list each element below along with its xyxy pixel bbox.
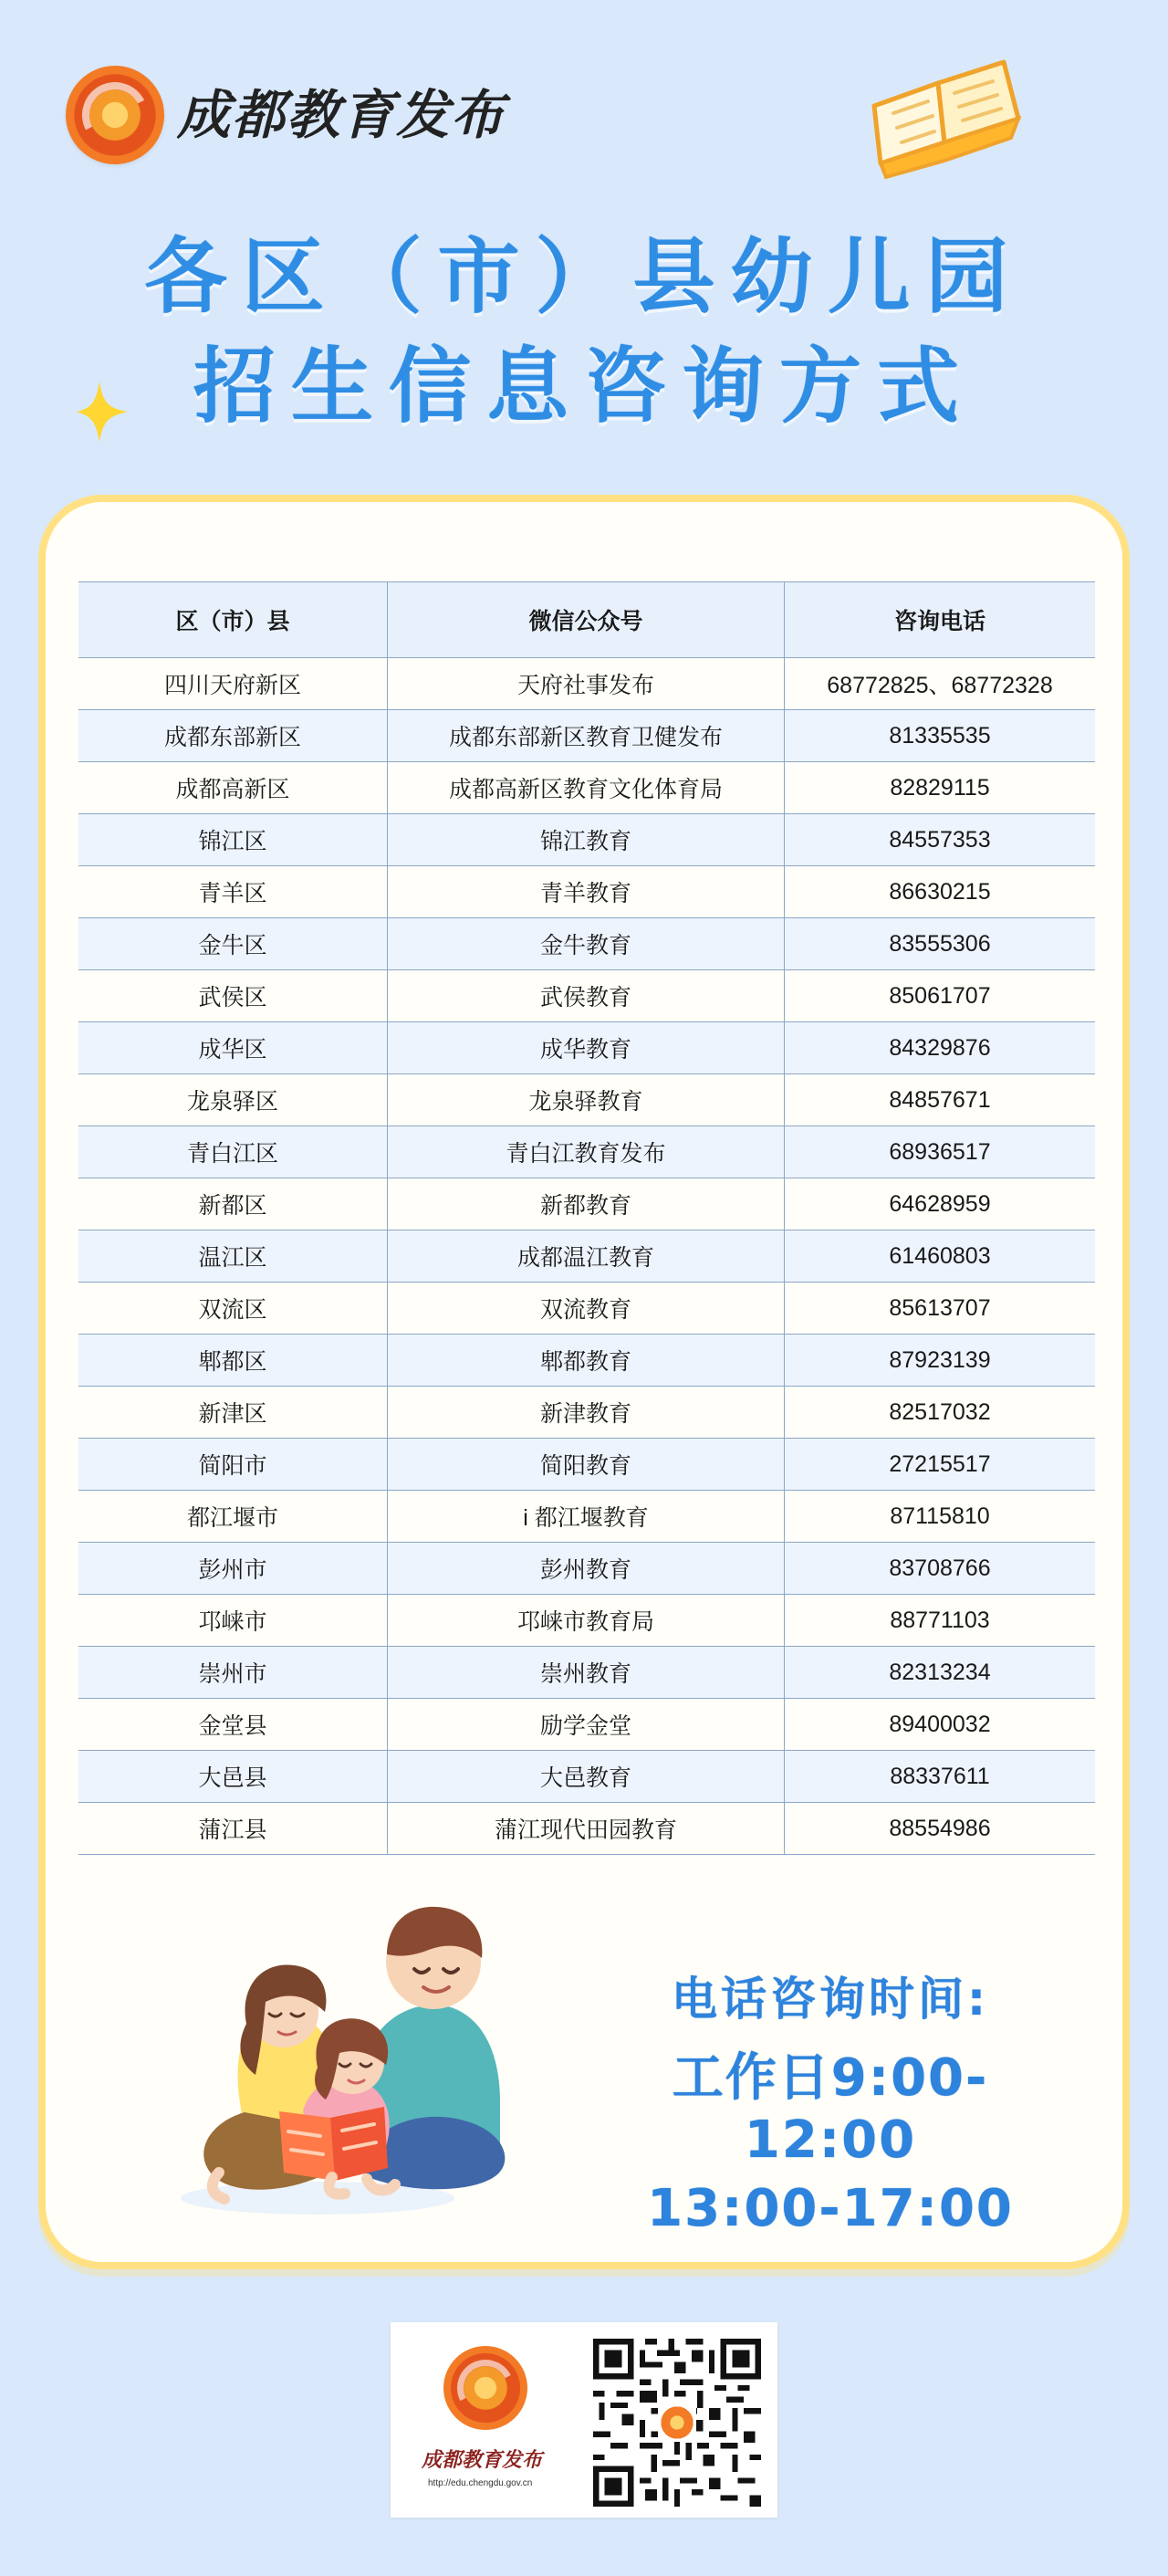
district-cell: 都江堰市 bbox=[78, 1491, 388, 1543]
phone-cell: 87115810 bbox=[785, 1491, 1096, 1543]
page-header bbox=[0, 0, 1168, 475]
phone-cell: 64628959 bbox=[785, 1178, 1096, 1230]
phone-cell: 82313234 bbox=[785, 1647, 1096, 1699]
page-title-line-1: 各区（市）县幼儿园 bbox=[144, 229, 1024, 325]
wechat-account-cell: 青羊教育 bbox=[388, 866, 785, 918]
wechat-account-cell: 新津教育 bbox=[388, 1387, 785, 1439]
phone-cell: 81335535 bbox=[785, 710, 1096, 762]
district-cell: 成都东部新区 bbox=[78, 710, 388, 762]
table-row bbox=[78, 1699, 1095, 1751]
table-row bbox=[78, 1491, 1095, 1543]
consultation-hours bbox=[593, 1963, 1068, 2238]
district-cell: 蒲江县 bbox=[78, 1803, 388, 1855]
wechat-account-cell: 锦江教育 bbox=[388, 814, 785, 866]
table-row bbox=[78, 1074, 1095, 1126]
open-book-icon bbox=[858, 53, 1031, 181]
district-cell: 邛崃市 bbox=[78, 1595, 388, 1647]
district-cell: 彭州市 bbox=[78, 1543, 388, 1595]
wechat-account-cell: 青白江教育发布 bbox=[388, 1126, 785, 1178]
footer-brand-name: 成都教育发布 bbox=[422, 2449, 543, 2472]
phone-cell: 85613707 bbox=[785, 1283, 1096, 1335]
district-cell: 金堂县 bbox=[78, 1699, 388, 1751]
wechat-account-cell: 天府社事发布 bbox=[388, 658, 785, 710]
contact-table bbox=[78, 581, 1095, 1855]
phone-cell: 85061707 bbox=[785, 970, 1096, 1022]
table-row bbox=[78, 1543, 1095, 1595]
table-row bbox=[78, 1751, 1095, 1803]
table-row bbox=[78, 970, 1095, 1022]
brand-logo bbox=[66, 66, 506, 164]
district-cell: 成都高新区 bbox=[78, 762, 388, 814]
phone-cell: 83708766 bbox=[785, 1543, 1096, 1595]
district-cell: 四川天府新区 bbox=[78, 658, 388, 710]
wechat-account-cell: 成都高新区教育文化体育局 bbox=[388, 762, 785, 814]
wechat-account-cell: 大邑教育 bbox=[388, 1751, 785, 1803]
wechat-account-cell: 成华教育 bbox=[388, 1022, 785, 1074]
phone-cell: 83555306 bbox=[785, 918, 1096, 970]
table-row bbox=[78, 1022, 1095, 1074]
consultation-hours-title: 电话咨询时间: bbox=[672, 1973, 989, 2026]
wechat-account-cell: 简阳教育 bbox=[388, 1439, 785, 1491]
phone-cell: 68936517 bbox=[785, 1126, 1096, 1178]
district-cell: 温江区 bbox=[78, 1230, 388, 1283]
district-cell: 郫都区 bbox=[78, 1335, 388, 1387]
qr-footer-card bbox=[391, 2322, 777, 2518]
table-row bbox=[78, 1283, 1095, 1335]
district-cell: 大邑县 bbox=[78, 1751, 388, 1803]
workday-hours: 工作日9:00-12:00 bbox=[672, 2048, 989, 2170]
phone-cell: 27215517 bbox=[785, 1439, 1096, 1491]
phone-cell: 87923139 bbox=[785, 1335, 1096, 1387]
brand-sun-icon bbox=[66, 66, 164, 164]
afternoon-hours: 13:00-17:00 bbox=[647, 2179, 1014, 2238]
phone-cell: 88771103 bbox=[785, 1595, 1096, 1647]
info-card bbox=[38, 495, 1130, 2269]
phone-cell: 82829115 bbox=[785, 762, 1096, 814]
wechat-account-cell: 新都教育 bbox=[388, 1178, 785, 1230]
table-row bbox=[78, 1647, 1095, 1699]
table-row bbox=[78, 1595, 1095, 1647]
wechat-account-cell: 励学金堂 bbox=[388, 1699, 785, 1751]
district-cell: 崇州市 bbox=[78, 1647, 388, 1699]
phone-cell: 88554986 bbox=[785, 1803, 1096, 1855]
table-row bbox=[78, 1387, 1095, 1439]
phone-cell: 68772825、68772328 bbox=[785, 658, 1096, 710]
sparkle-icon bbox=[75, 380, 130, 444]
footer-brand-sun-icon bbox=[443, 2346, 527, 2430]
qr-code-image bbox=[593, 2339, 761, 2507]
district-cell: 成华区 bbox=[78, 1022, 388, 1074]
footer-url: http://edu.chengdu.gov.cn bbox=[428, 2478, 533, 2488]
wechat-account-cell: 双流教育 bbox=[388, 1283, 785, 1335]
wechat-account-cell: 崇州教育 bbox=[388, 1647, 785, 1699]
district-header: 区（市）县 bbox=[78, 582, 388, 658]
family-reading-illustration bbox=[172, 1886, 555, 2228]
table-header-row bbox=[78, 582, 1095, 658]
wechat-account-cell: 蒲江现代田园教育 bbox=[388, 1803, 785, 1855]
district-cell: 武侯区 bbox=[78, 970, 388, 1022]
wechat-account-cell: 成都东部新区教育卫健发布 bbox=[388, 710, 785, 762]
table-row bbox=[78, 710, 1095, 762]
contact-table-wrap bbox=[78, 581, 1095, 1855]
phone-cell: 84857671 bbox=[785, 1074, 1096, 1126]
table-row bbox=[78, 762, 1095, 814]
table-row bbox=[78, 918, 1095, 970]
district-cell: 新津区 bbox=[78, 1387, 388, 1439]
wechat-account-cell: 彭州教育 bbox=[388, 1543, 785, 1595]
district-cell: 青白江区 bbox=[78, 1126, 388, 1178]
table-row bbox=[78, 1335, 1095, 1387]
district-cell: 双流区 bbox=[78, 1283, 388, 1335]
table-row bbox=[78, 1126, 1095, 1178]
wechat-account-cell: 龙泉驿教育 bbox=[388, 1074, 785, 1126]
phone-cell: 84557353 bbox=[785, 814, 1096, 866]
wechat-account-cell: 成都温江教育 bbox=[388, 1230, 785, 1283]
wechat-account-cell: 金牛教育 bbox=[388, 918, 785, 970]
page-title-line-2: 招生信息咨询方式 bbox=[193, 339, 975, 435]
wechat-account-cell: 邛崃市教育局 bbox=[388, 1595, 785, 1647]
phone-header: 咨询电话 bbox=[785, 582, 1096, 658]
district-cell: 新都区 bbox=[78, 1178, 388, 1230]
table-row bbox=[78, 814, 1095, 866]
district-cell: 青羊区 bbox=[78, 866, 388, 918]
table-row bbox=[78, 1439, 1095, 1491]
phone-cell: 84329876 bbox=[785, 1022, 1096, 1074]
phone-cell: 89400032 bbox=[785, 1699, 1096, 1751]
district-cell: 龙泉驿区 bbox=[78, 1074, 388, 1126]
table-body bbox=[78, 658, 1095, 1855]
wechat-account-cell: 郫都教育 bbox=[388, 1335, 785, 1387]
table-row bbox=[78, 866, 1095, 918]
wechat-account-cell: 武侯教育 bbox=[388, 970, 785, 1022]
table-row bbox=[78, 1803, 1095, 1855]
phone-cell: 86630215 bbox=[785, 866, 1096, 918]
district-cell: 简阳市 bbox=[78, 1439, 388, 1491]
district-cell: 金牛区 bbox=[78, 918, 388, 970]
phone-cell: 82517032 bbox=[785, 1387, 1096, 1439]
table-row bbox=[78, 658, 1095, 710]
phone-cell: 61460803 bbox=[785, 1230, 1096, 1283]
brand-name: 成都教育发布 bbox=[177, 84, 506, 146]
wechat-account-header: 微信公众号 bbox=[388, 582, 785, 658]
wechat-account-cell: i 都江堰教育 bbox=[388, 1491, 785, 1543]
district-cell: 锦江区 bbox=[78, 814, 388, 866]
table-row bbox=[78, 1178, 1095, 1230]
phone-cell: 88337611 bbox=[785, 1751, 1096, 1803]
table-row bbox=[78, 1230, 1095, 1283]
